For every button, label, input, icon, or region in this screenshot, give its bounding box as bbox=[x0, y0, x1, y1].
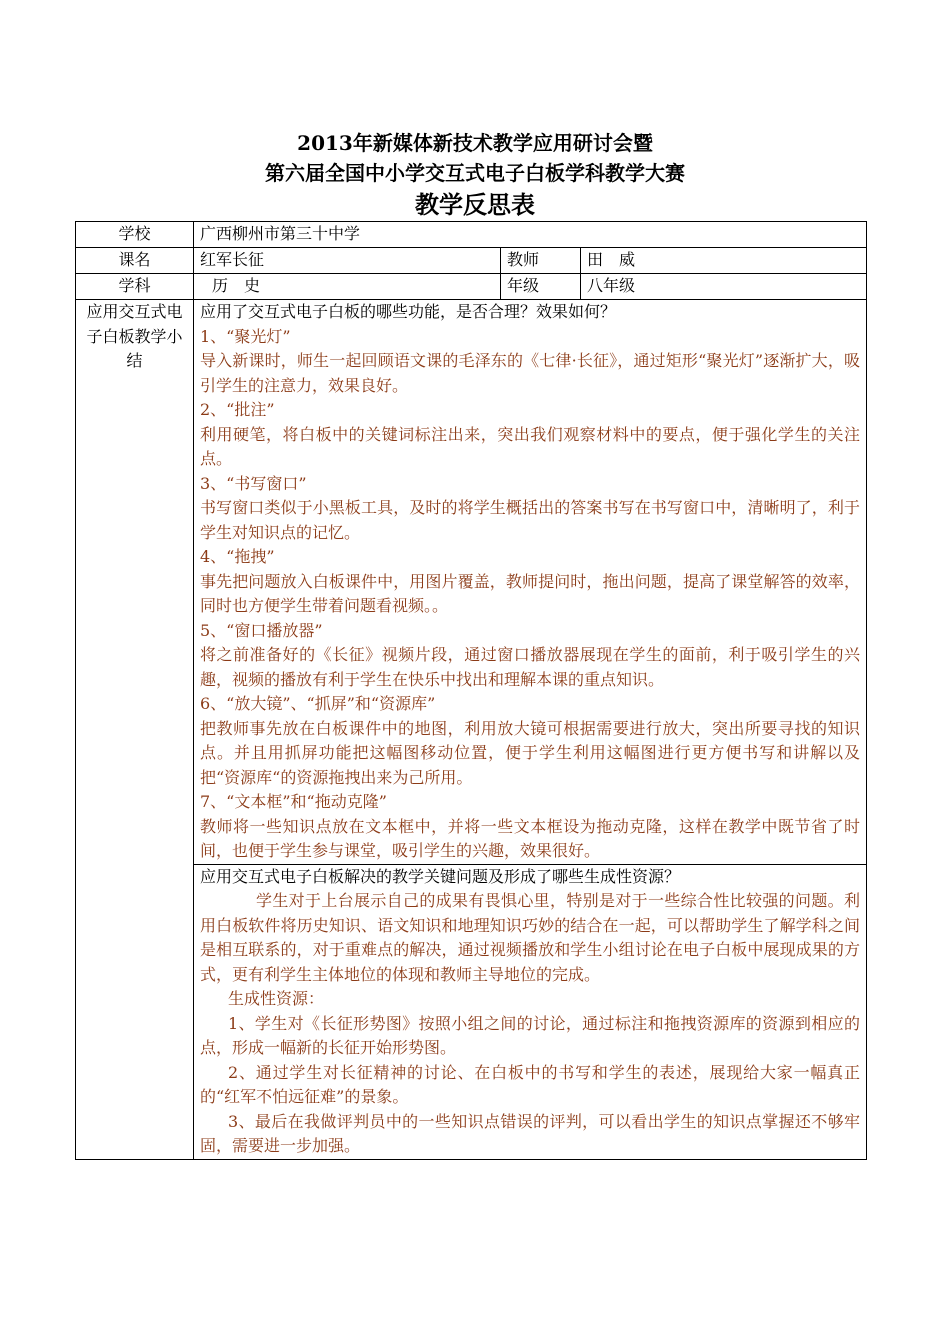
question-resources: 应用交互式电子白板解决的教学关键问题及形成了哪些生成性资源？ bbox=[200, 866, 681, 886]
summary-row-1 bbox=[76, 300, 867, 865]
item-heading: 7、“文本框”和“拖动克隆” bbox=[200, 792, 387, 811]
item-text: 将之前准备好的《长征》视频片段，通过窗口播放器展现在学生的面前，利于吸引学生的兴趣，视频的播放有利于学生在快乐中找出和理解本课的重点知识。 bbox=[200, 645, 860, 689]
key-problem-text: 学生对于上台展示自己的成果有畏惧心里，特别是对于一些综合性比较强的问题。利用白板软件将历史知识、语文知识和地理知识巧妙的结合在一起，可以帮助学生了解学科之间是相互联系的，对于重难点的解决，通过视频播放和学生小组讨论在电子白板中展现成果的方式，更有利学生主体地位的体现和教师主导地位的完成。 bbox=[200, 891, 860, 984]
school-label: 学校 bbox=[76, 222, 194, 248]
course-label: 课名 bbox=[76, 248, 194, 274]
item-heading: 6、“放大镜”、“抓屏”和“资源库” bbox=[200, 694, 436, 713]
subject-label: 学科 bbox=[76, 274, 194, 300]
functions-cell bbox=[194, 300, 867, 865]
item-heading: 2、“批注” bbox=[200, 400, 275, 419]
resource-item: 2、通过学生对长征精神的讨论、在白板中的书写和学生的表述，展现给大家一幅真正的“红军不怕远征难”的景象。 bbox=[200, 1062, 860, 1106]
item-text: 事先把问题放入白板课件中，用图片覆盖，教师提问时，拖出问题，提高了课堂解答的效率，同时也方便学生带着问题看视频。。 bbox=[200, 571, 860, 615]
subject-value: 历 史 bbox=[194, 274, 501, 300]
document-header bbox=[0, 128, 950, 222]
school-value: 广西柳州市第三十中学 bbox=[194, 222, 867, 248]
title-line-1: 2013年新媒体新技术教学应用研讨会暨 bbox=[297, 131, 653, 155]
summary-row-2 bbox=[76, 864, 867, 1159]
grade-label: 年级 bbox=[501, 274, 581, 300]
course-value: 红军长征 bbox=[194, 248, 501, 274]
title-line-2: 第六届全国中小学交互式电子白板学科教学大赛 bbox=[265, 161, 685, 185]
item-text: 导入新课时，师生一起回顾语文课的毛泽东的《七律·长征》，通过矩形“聚光灯”逐渐扩大，吸引学生的注意力，效果良好。 bbox=[200, 351, 860, 395]
course-row bbox=[76, 248, 867, 274]
school-row bbox=[76, 222, 867, 248]
form-title: 教学反思表 bbox=[415, 190, 535, 219]
resource-item: 1、学生对《长征形势图》按照小组之间的讨论，通过标注和拖拽资源库的资源到相应的点，形成一幅新的长征开始形势图。 bbox=[200, 1013, 860, 1057]
item-heading: 4、“拖拽” bbox=[200, 547, 275, 566]
subject-row bbox=[76, 274, 867, 300]
teacher-value: 田 威 bbox=[581, 248, 867, 274]
item-text: 教师将一些知识点放在文本框中，并将一些文本框设为拖动克隆，这样在教学中既节省了时间，也便于学生参与课堂，吸引学生的兴趣，效果很好。 bbox=[200, 816, 860, 860]
reflection-table bbox=[75, 221, 867, 1160]
question-functions: 应用了交互式电子白板的哪些功能，是否合理？效果如何？ bbox=[200, 302, 617, 321]
resources-cell bbox=[194, 864, 867, 1159]
item-heading: 1、“聚光灯” bbox=[200, 326, 291, 346]
item-text: 利用硬笔，将白板中的关键词标注出来，突出我们观察材料中的要点，便于强化学生的关注点。 bbox=[200, 424, 860, 468]
grade-value: 八年级 bbox=[581, 274, 867, 300]
item-text: 把教师事先放在白板课件中的地图，利用放大镜可根据需要进行放大，突出所要寻找的知识点。并且用抓屏功能把这幅图移动位置，便于学生利用这幅图进行更方便书写和讲解以及把“资源库“的资源拖拽出来为己所用。 bbox=[200, 718, 860, 787]
resources-title: 生成性资源： bbox=[228, 989, 325, 1008]
summary-label: 应用交互式电子白板教学小结 bbox=[76, 300, 194, 1160]
item-heading: 5、“窗口播放器” bbox=[200, 620, 323, 640]
resource-item: 3、最后在我做评判员中的一些知识点错误的评判，可以看出学生的知识点掌握还不够牢固，需要进一步加强。 bbox=[200, 1111, 860, 1155]
item-text: 书写窗口类似于小黑板工具，及时的将学生概括出的答案书写在书写窗口中，清晰明了，利于学生对知识点的记忆。 bbox=[200, 498, 860, 542]
item-heading: 3、“书写窗口” bbox=[200, 473, 307, 493]
teacher-label: 教师 bbox=[501, 248, 581, 274]
